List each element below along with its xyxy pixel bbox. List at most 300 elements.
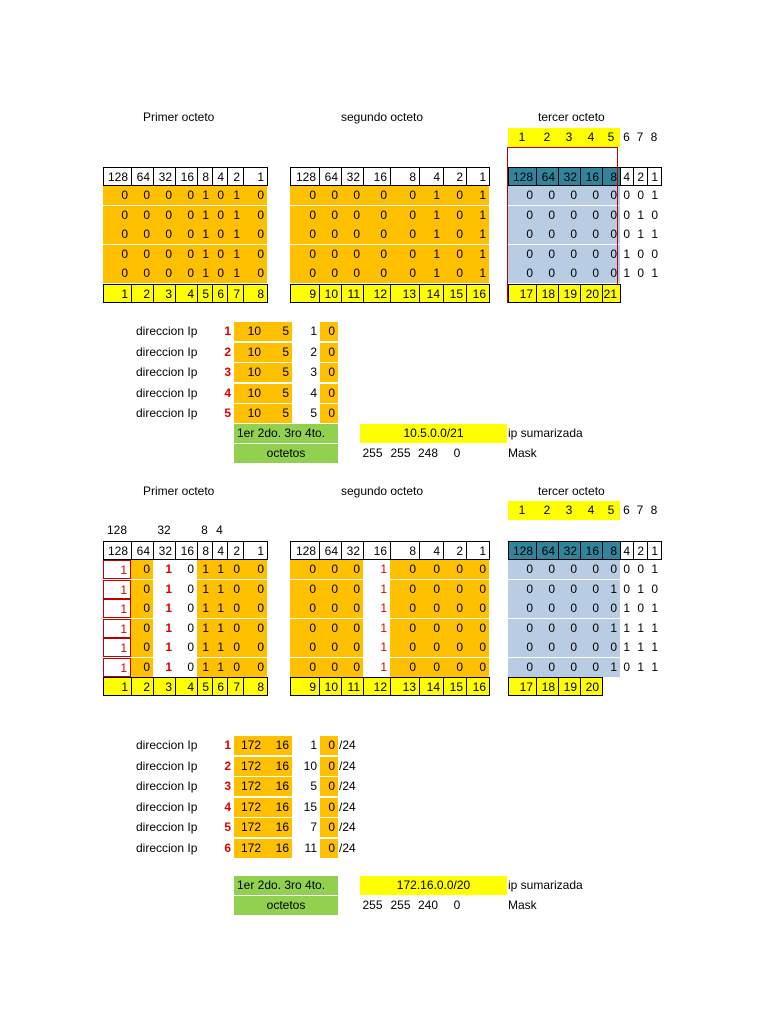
bit-cell: 0 — [212, 245, 227, 264]
bit-cell: 1 — [197, 580, 212, 599]
ip-octet-3: 7 — [310, 820, 317, 834]
bit-cell: 0 — [390, 560, 419, 579]
bit-cell: 0 — [466, 599, 489, 618]
position-count: 15 — [443, 677, 467, 696]
bit-cell: 0 — [341, 638, 363, 657]
title-tercer-octeto: tercer octeto — [538, 110, 605, 124]
bit-number: 5 — [602, 128, 620, 147]
mask-octet: 255 — [390, 446, 411, 460]
octetos-label: octetos — [234, 444, 338, 463]
ip-label: direccion Ip — [136, 779, 198, 793]
bit-cell: 0 — [363, 245, 390, 264]
bit-cell: 1 — [165, 601, 172, 615]
bit-cell: 0 — [319, 206, 341, 225]
bit-cell: 1 — [212, 560, 227, 579]
bit-cell: 1 — [165, 640, 172, 654]
bit-cell: 1 — [197, 225, 212, 244]
bit-cell: 1 — [651, 620, 658, 635]
ip-sumarizada-label: ip sumarizada — [508, 878, 583, 892]
bit-cell: 1 — [637, 227, 644, 241]
ip-label: direccion Ip — [136, 820, 198, 834]
header-weight-32: 32 — [153, 167, 176, 186]
mask-octet: 240 — [417, 898, 439, 912]
ip-index: 3 — [224, 365, 231, 379]
header-weight-32: 32 — [341, 167, 364, 186]
pre-header-value: 8 — [201, 523, 208, 537]
header-weight-64: 64 — [536, 167, 559, 186]
bit-cell: 0 — [580, 206, 602, 225]
title-tercer-octeto: tercer octeto — [538, 484, 605, 498]
bit-cell: 1 — [103, 658, 131, 677]
position-count: 10 — [319, 284, 342, 303]
header-weight-2: 2 — [633, 541, 648, 560]
ip-octet-3: 15 — [303, 799, 317, 814]
position-count: 10 — [319, 677, 342, 696]
bit-cell: 1 — [380, 562, 387, 576]
bit-cell: 1 — [637, 581, 644, 596]
ip-octet-1: 10 — [234, 404, 264, 423]
bit-cell: 1 — [212, 599, 227, 618]
bit-cell: 0 — [341, 245, 363, 264]
header-weight-8: 8 — [390, 167, 420, 186]
header-weight-64: 64 — [319, 167, 342, 186]
bit-cell: 0 — [508, 206, 536, 225]
ip-octet-4: 0 — [320, 363, 338, 382]
bit-cell: 1 — [103, 599, 131, 618]
mask-octet: 255 — [390, 898, 411, 912]
ip-octet-3: 5 — [310, 779, 317, 793]
bit-cell: 1 — [637, 659, 644, 674]
bit-cell: 0 — [103, 264, 131, 283]
position-count: 2 — [131, 677, 154, 696]
ip-sumarizada-label: ip sumarizada — [508, 426, 583, 440]
bit-cell: 0 — [466, 638, 489, 657]
bit-cell: 0 — [290, 245, 319, 264]
bit-cell: 1 — [165, 581, 172, 596]
bit-cell: 1 — [651, 640, 658, 654]
pre-header-value: 128 — [106, 523, 128, 537]
bit-cell: 0 — [175, 225, 197, 244]
bit-cell: 0 — [390, 580, 419, 599]
bit-cell: 1 — [197, 599, 212, 618]
bit-cell: 0 — [319, 560, 341, 579]
bit-cell: 0 — [651, 246, 658, 261]
position-count: 5 — [197, 677, 213, 696]
bit-cell: 0 — [131, 599, 153, 618]
bit-cell: 0 — [319, 245, 341, 264]
bit-cell: 0 — [580, 658, 602, 677]
bit-cell: 0 — [341, 225, 363, 244]
bit-cell: 0 — [103, 186, 131, 205]
ip-index: 6 — [224, 840, 231, 855]
position-count: 15 — [443, 284, 467, 303]
mask-label: Mask — [508, 446, 537, 460]
bit-cell: 0 — [602, 560, 620, 579]
bit-cell: 0 — [558, 264, 580, 283]
bit-cell: 0 — [443, 264, 466, 283]
position-count: 19 — [558, 677, 581, 696]
header-weight-1: 1 — [466, 541, 490, 560]
summary-address: 10.5.0.0/21 — [360, 424, 507, 443]
ip-octet-4: 0 — [320, 798, 338, 817]
bit-cell: 1 — [466, 264, 489, 283]
header-weight-1: 1 — [466, 167, 490, 186]
position-count: 6 — [212, 284, 228, 303]
position-count: 3 — [153, 677, 176, 696]
bit-number: 5 — [602, 501, 620, 520]
bit-cell: 0 — [227, 638, 243, 657]
bit-cell: 0 — [131, 560, 153, 579]
bit-cell: 0 — [243, 186, 267, 205]
ip-label: direccion Ip — [136, 406, 198, 420]
bit-cell: 1 — [212, 658, 227, 677]
position-count: 13 — [390, 284, 420, 303]
bit-cell: 0 — [558, 619, 580, 638]
bit-cell: 0 — [419, 599, 443, 618]
bit-cell: 0 — [637, 601, 644, 615]
position-count: 3 — [153, 284, 176, 303]
header-weight-2: 2 — [227, 167, 244, 186]
bit-cell: 1 — [165, 562, 172, 576]
bit-cell: 0 — [363, 264, 390, 283]
bit-cell: 0 — [508, 619, 536, 638]
bit-cell: 1 — [602, 580, 620, 599]
ip-octet-1: 172 — [234, 736, 264, 755]
ip-octet-2: 16 — [264, 736, 292, 755]
bit-cell: 0 — [243, 658, 267, 677]
bit-cell: 0 — [466, 619, 489, 638]
ip-octet-4: 0 — [320, 777, 338, 796]
bit-cell: 0 — [319, 638, 341, 657]
bit-cell: 0 — [623, 659, 630, 674]
bit-cell: 0 — [187, 659, 194, 674]
ip-octet-1: 172 — [234, 798, 264, 817]
ip-octet-4: 0 — [320, 757, 338, 776]
ip-octet-4: 0 — [320, 384, 338, 403]
bit-cell: 0 — [419, 658, 443, 677]
position-count: 21 — [602, 284, 621, 303]
bit-cell: 0 — [227, 619, 243, 638]
header-weight-64: 64 — [536, 541, 559, 560]
bit-cell: 0 — [443, 638, 466, 657]
ip-octet-2: 5 — [264, 322, 292, 341]
bit-cell: 0 — [536, 599, 558, 618]
bit-cell: 1 — [623, 266, 630, 280]
bit-cell: 0 — [558, 186, 580, 205]
bit-cell: 0 — [187, 640, 194, 654]
header-weight-4: 4 — [620, 541, 634, 560]
bit-cell: 0 — [536, 186, 558, 205]
bit-cell: 0 — [363, 206, 390, 225]
bit-cell: 0 — [580, 264, 602, 283]
bit-cell: 0 — [508, 560, 536, 579]
bit-cell: 0 — [175, 264, 197, 283]
ip-index: 2 — [224, 758, 231, 773]
bit-number: 6 — [623, 503, 630, 517]
bit-cell: 0 — [623, 581, 630, 596]
bit-cell: 0 — [580, 599, 602, 618]
header-weight-128: 128 — [290, 541, 320, 560]
position-count: 16 — [466, 677, 490, 696]
bit-cell: 0 — [651, 581, 658, 596]
bit-cell: 0 — [508, 658, 536, 677]
bit-cell: 1 — [197, 264, 212, 283]
bit-number: 3 — [558, 128, 580, 147]
bit-cell: 0 — [319, 658, 341, 677]
bit-cell: 1 — [419, 225, 443, 244]
bit-cell: 0 — [243, 264, 267, 283]
bit-cell: 1 — [197, 186, 212, 205]
bit-cell: 0 — [443, 245, 466, 264]
bit-cell: 0 — [536, 638, 558, 657]
bit-cell: 0 — [508, 580, 536, 599]
position-count: 2 — [131, 284, 154, 303]
ip-octet-2: 16 — [264, 818, 292, 837]
ip-label: direccion Ip — [136, 758, 198, 773]
header-weight-8: 8 — [602, 167, 621, 186]
mask-octet: 0 — [453, 446, 461, 460]
header-weight-32: 32 — [153, 541, 176, 560]
ip-octet-1: 172 — [234, 757, 264, 776]
bit-cell: 0 — [390, 245, 419, 264]
octetos-label: octetos — [234, 896, 338, 915]
bit-cell: 1 — [380, 640, 387, 654]
bit-cell: 1 — [466, 245, 489, 264]
ip-index: 1 — [224, 738, 231, 752]
mask-octet: 248 — [417, 446, 439, 460]
bit-cell: 1 — [637, 207, 644, 222]
ip-octet-4: 0 — [320, 343, 338, 362]
header-weight-64: 64 — [319, 541, 342, 560]
position-count: 7 — [227, 677, 244, 696]
header-weight-1: 1 — [243, 167, 268, 186]
bit-cell: 0 — [131, 658, 153, 677]
bit-cell: 0 — [243, 599, 267, 618]
bit-cell: 1 — [227, 225, 243, 244]
title-segundo-octeto: segundo octeto — [341, 484, 424, 498]
ip-index: 2 — [224, 344, 231, 359]
bit-cell: 0 — [187, 620, 194, 635]
bit-cell: 0 — [212, 206, 227, 225]
position-count: 18 — [536, 284, 559, 303]
position-count: 20 — [580, 284, 603, 303]
ip-octet-2: 16 — [264, 798, 292, 817]
header-weight-128: 128 — [508, 167, 537, 186]
bit-cell: 0 — [637, 188, 644, 202]
bit-cell: 0 — [390, 206, 419, 225]
bit-cell: 0 — [131, 580, 153, 599]
bit-cell: 1 — [419, 245, 443, 264]
bit-cell: 0 — [290, 560, 319, 579]
bit-cell: 0 — [290, 638, 319, 657]
ip-octet-3: 1 — [310, 738, 317, 752]
position-count: 20 — [580, 677, 603, 696]
bit-cell: 0 — [580, 619, 602, 638]
bit-cell: 0 — [103, 245, 131, 264]
bit-cell: 1 — [197, 560, 212, 579]
position-count: 1 — [103, 284, 132, 303]
bit-cell: 0 — [443, 206, 466, 225]
ip-index: 1 — [224, 324, 231, 338]
bit-cell: 0 — [536, 560, 558, 579]
bit-cell: 1 — [380, 601, 387, 615]
bit-cell: 0 — [341, 658, 363, 677]
header-weight-1: 1 — [647, 541, 662, 560]
ip-suffix: /24 — [339, 840, 356, 855]
bit-cell: 0 — [290, 658, 319, 677]
mask-octet: 255 — [362, 898, 383, 912]
bit-cell: 0 — [623, 188, 630, 202]
header-weight-16: 16 — [580, 167, 603, 186]
bit-cell: 1 — [103, 560, 131, 579]
position-count: 11 — [341, 677, 364, 696]
title-segundo-octeto: segundo octeto — [341, 110, 424, 124]
bit-cell: 0 — [602, 245, 620, 264]
bit-cell: 0 — [580, 560, 602, 579]
ip-label: direccion Ip — [136, 799, 198, 814]
position-count: 16 — [466, 284, 490, 303]
bit-cell: 0 — [243, 619, 267, 638]
ip-octet-4: 0 — [320, 736, 338, 755]
bit-cell: 0 — [243, 245, 267, 264]
bit-cell: 0 — [536, 225, 558, 244]
ip-octet-2: 16 — [264, 839, 292, 858]
bit-number: 7 — [636, 503, 644, 517]
bit-cell: 0 — [443, 599, 466, 618]
header-weight-1: 1 — [243, 541, 268, 560]
position-count: 9 — [290, 677, 320, 696]
bit-cell: 1 — [227, 264, 243, 283]
bit-cell: 0 — [243, 638, 267, 657]
bit-cell: 0 — [443, 186, 466, 205]
bit-cell: 1 — [419, 186, 443, 205]
ip-suffix: /24 — [339, 779, 356, 793]
bit-number: 4 — [580, 128, 602, 147]
bit-cell: 1 — [651, 188, 658, 202]
bit-cell: 0 — [363, 186, 390, 205]
header-weight-8: 8 — [197, 167, 213, 186]
ip-suffix: /24 — [339, 738, 356, 752]
bit-cell: 1 — [227, 186, 243, 205]
bit-cell: 0 — [103, 206, 131, 225]
bit-cell: 0 — [390, 619, 419, 638]
bit-number: 4 — [580, 501, 602, 520]
bit-cell: 0 — [153, 206, 175, 225]
header-weight-2: 2 — [443, 541, 467, 560]
bit-cell: 1 — [637, 640, 644, 654]
bit-cell: 1 — [623, 620, 630, 635]
bit-cell: 0 — [558, 245, 580, 264]
header-weight-16: 16 — [363, 167, 391, 186]
bit-cell: 0 — [580, 638, 602, 657]
ip-octet-2: 16 — [264, 757, 292, 776]
bit-cell: 0 — [187, 601, 194, 615]
bit-cell: 0 — [580, 580, 602, 599]
bit-cell: 0 — [227, 580, 243, 599]
position-count: 17 — [508, 677, 537, 696]
octet-labels: 1er 2do. 3ro 4to. — [234, 424, 338, 443]
bit-cell: 0 — [341, 206, 363, 225]
position-count: 7 — [227, 284, 244, 303]
bit-cell: 0 — [602, 638, 620, 657]
bit-cell: 1 — [227, 206, 243, 225]
bit-cell: 1 — [419, 206, 443, 225]
position-count: 18 — [536, 677, 559, 696]
position-count: 9 — [290, 284, 320, 303]
bit-cell: 0 — [131, 225, 153, 244]
bit-cell: 0 — [243, 206, 267, 225]
bit-cell: 1 — [380, 620, 387, 635]
header-weight-4: 4 — [419, 541, 444, 560]
bit-cell: 0 — [419, 560, 443, 579]
ip-octet-2: 5 — [264, 384, 292, 403]
bit-cell: 1 — [197, 658, 212, 677]
bit-cell: 0 — [290, 599, 319, 618]
bit-cell: 0 — [290, 186, 319, 205]
bit-cell: 0 — [341, 599, 363, 618]
bit-cell: 0 — [153, 245, 175, 264]
bit-cell: 0 — [419, 638, 443, 657]
bit-cell: 1 — [103, 619, 131, 638]
bit-cell: 1 — [623, 601, 630, 615]
ip-octet-4: 0 — [320, 322, 338, 341]
bit-cell: 0 — [466, 560, 489, 579]
bit-cell: 0 — [212, 264, 227, 283]
bit-cell: 0 — [341, 560, 363, 579]
bit-cell: 0 — [536, 245, 558, 264]
header-weight-1: 1 — [647, 167, 662, 186]
bit-cell: 0 — [131, 638, 153, 657]
ip-index: 5 — [224, 820, 231, 834]
ip-octet-3: 1 — [310, 324, 317, 338]
bit-cell: 1 — [380, 581, 387, 596]
bit-cell: 0 — [466, 580, 489, 599]
bit-cell: 1 — [212, 580, 227, 599]
bit-cell: 0 — [536, 658, 558, 677]
ip-octet-3: 5 — [310, 406, 317, 420]
bit-cell: 0 — [536, 206, 558, 225]
title-primer-octeto: Primer octeto — [143, 110, 215, 124]
ip-octet-1: 10 — [234, 363, 264, 382]
bit-cell: 1 — [623, 246, 630, 261]
ip-octet-1: 10 — [234, 343, 264, 362]
header-weight-8: 8 — [390, 541, 420, 560]
ip-octet-3: 3 — [310, 365, 317, 379]
position-count: 8 — [243, 677, 268, 696]
bit-cell: 0 — [390, 186, 419, 205]
bit-cell: 0 — [623, 562, 630, 576]
header-weight-32: 32 — [341, 541, 364, 560]
ip-label: direccion Ip — [136, 324, 198, 338]
bit-cell: 0 — [558, 560, 580, 579]
bit-cell: 0 — [390, 264, 419, 283]
header-weight-2: 2 — [443, 167, 467, 186]
bit-cell: 0 — [536, 619, 558, 638]
header-weight-64: 64 — [131, 541, 154, 560]
bit-cell: 0 — [508, 245, 536, 264]
bit-cell: 0 — [153, 186, 175, 205]
bit-cell: 0 — [602, 186, 620, 205]
pre-header-value: 32 — [157, 523, 171, 537]
position-count: 13 — [390, 677, 420, 696]
position-count: 8 — [243, 284, 268, 303]
header-weight-4: 4 — [212, 541, 228, 560]
bit-cell: 0 — [290, 206, 319, 225]
header-weight-8: 8 — [602, 541, 621, 560]
ip-label: direccion Ip — [136, 738, 198, 752]
bit-number: 7 — [636, 130, 644, 144]
bit-cell: 0 — [508, 225, 536, 244]
